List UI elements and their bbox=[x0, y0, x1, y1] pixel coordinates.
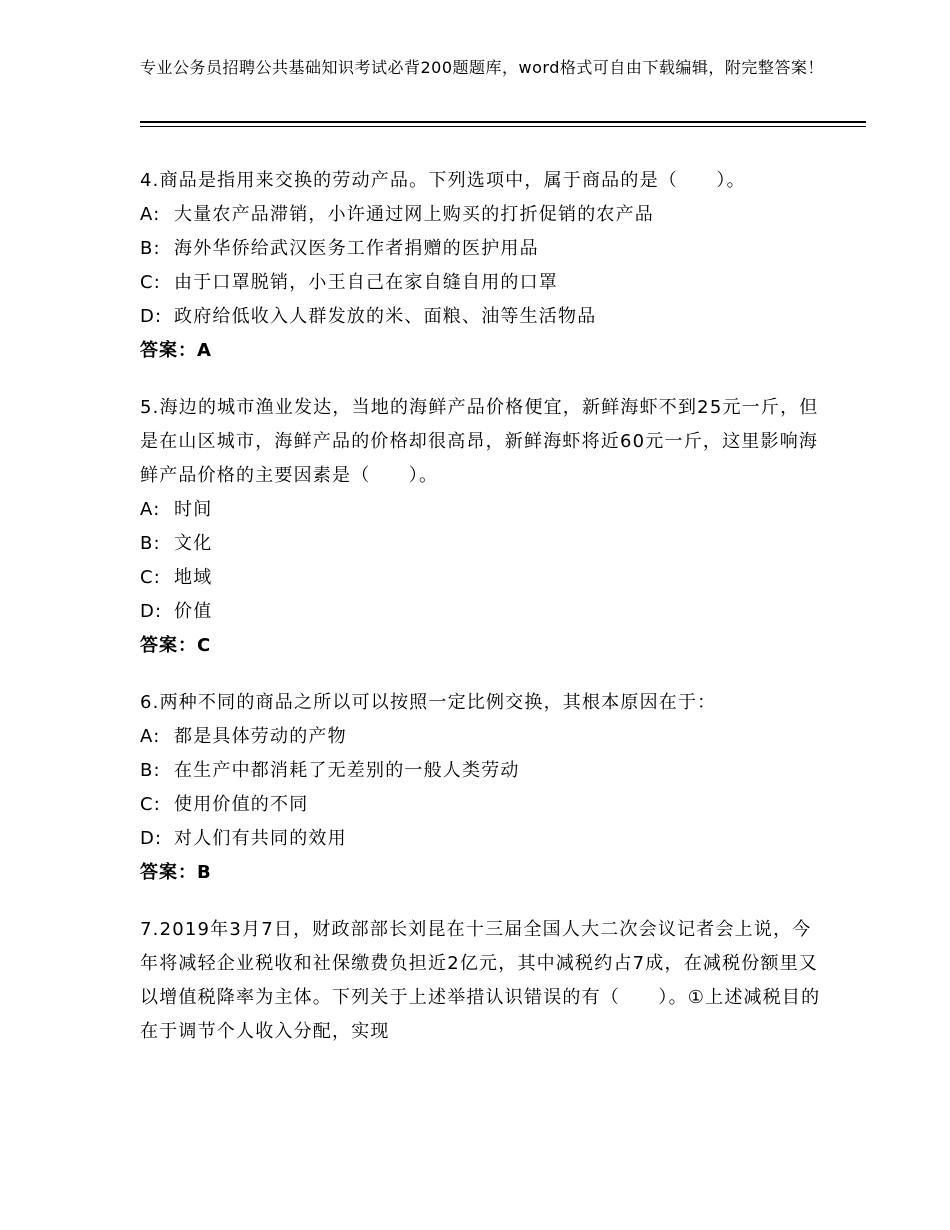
option-letter: C: bbox=[140, 272, 162, 293]
option-text: 都是具体劳动的产物 bbox=[174, 726, 347, 747]
question-stem: 4.商品是指用来交换的劳动产品。下列选项中，属于商品的是（ ）。 bbox=[140, 170, 746, 191]
answer-value: C bbox=[197, 635, 212, 656]
question-4 bbox=[140, 164, 830, 368]
option-letter: B: bbox=[140, 533, 161, 554]
question-stem: 6.两种不同的商品之所以可以按照一定比例交换，其根本原因在于： bbox=[140, 692, 717, 713]
option-a bbox=[140, 720, 830, 754]
answer-line bbox=[140, 856, 830, 890]
option-b bbox=[140, 527, 830, 561]
question-list bbox=[140, 164, 830, 1072]
option-d bbox=[140, 300, 830, 334]
question-6 bbox=[140, 686, 830, 890]
option-text: 文化 bbox=[174, 533, 213, 554]
answer-line bbox=[140, 334, 830, 368]
option-text: 在生产中都消耗了无差别的一般人类劳动 bbox=[174, 760, 520, 781]
option-letter: A: bbox=[140, 726, 161, 747]
option-a bbox=[140, 493, 830, 527]
answer-label: 答案： bbox=[140, 635, 197, 656]
question-stem: 5.海边的城市渔业发达，当地的海鲜产品价格便宜，新鲜海虾不到25元一斤，但是在山区城市，海鲜产品的价格却很高昂，新鲜海虾将近60元一斤，这里影响海鲜产品价格的主要因素是（ ）。 bbox=[140, 397, 819, 486]
option-letter: B: bbox=[140, 238, 161, 259]
answer-label: 答案： bbox=[140, 340, 197, 361]
option-letter: A: bbox=[140, 204, 161, 225]
option-text: 使用价值的不同 bbox=[174, 794, 309, 815]
option-a bbox=[140, 198, 830, 232]
option-text: 地域 bbox=[174, 567, 213, 588]
option-b bbox=[140, 232, 830, 266]
question-7 bbox=[140, 913, 830, 1049]
header-rule-thin bbox=[140, 126, 866, 127]
answer-line bbox=[140, 629, 830, 663]
option-text: 价值 bbox=[174, 601, 213, 622]
option-d bbox=[140, 595, 830, 629]
option-c bbox=[140, 788, 830, 822]
option-letter: D: bbox=[140, 306, 163, 327]
option-letter: D: bbox=[140, 828, 163, 849]
option-text: 海外华侨给武汉医务工作者捐赠的医护用品 bbox=[174, 238, 539, 259]
option-text: 由于口罩脱销，小王自己在家自缝自用的口罩 bbox=[174, 272, 558, 293]
option-c bbox=[140, 561, 830, 595]
question-5 bbox=[140, 391, 830, 663]
option-letter: D: bbox=[140, 601, 163, 622]
answer-value: A bbox=[197, 340, 212, 361]
option-text: 时间 bbox=[174, 499, 213, 520]
option-letter: B: bbox=[140, 760, 161, 781]
question-stem: 7.2019年3月7日，财政部部长刘昆在十三届全国人大二次会议记者会上说，今年将减轻企业税收和社保缴费负担近2亿元，其中减税约占7成，在减税份额里又以增值税降率为主体。下列关于上述举措认识错误的有（ ）。①上述减税目的在于调节个人收入分配，实现 bbox=[140, 919, 821, 1042]
option-text: 大量农产品滞销，小许通过网上购买的打折促销的农产品 bbox=[174, 204, 654, 225]
answer-label: 答案： bbox=[140, 862, 197, 883]
option-text: 政府给低收入人群发放的米、面粮、油等生活物品 bbox=[174, 306, 597, 327]
option-letter: C: bbox=[140, 794, 162, 815]
option-c bbox=[140, 266, 830, 300]
header-rule-thick bbox=[140, 121, 866, 123]
option-b bbox=[140, 754, 830, 788]
document-header: 专业公务员招聘公共基础知识考试必背200题题库，word格式可自由下载编辑，附完整答案！ bbox=[140, 58, 824, 77]
option-d bbox=[140, 822, 830, 856]
option-letter: A: bbox=[140, 499, 161, 520]
option-letter: C: bbox=[140, 567, 162, 588]
answer-value: B bbox=[197, 862, 212, 883]
option-text: 对人们有共同的效用 bbox=[174, 828, 347, 849]
